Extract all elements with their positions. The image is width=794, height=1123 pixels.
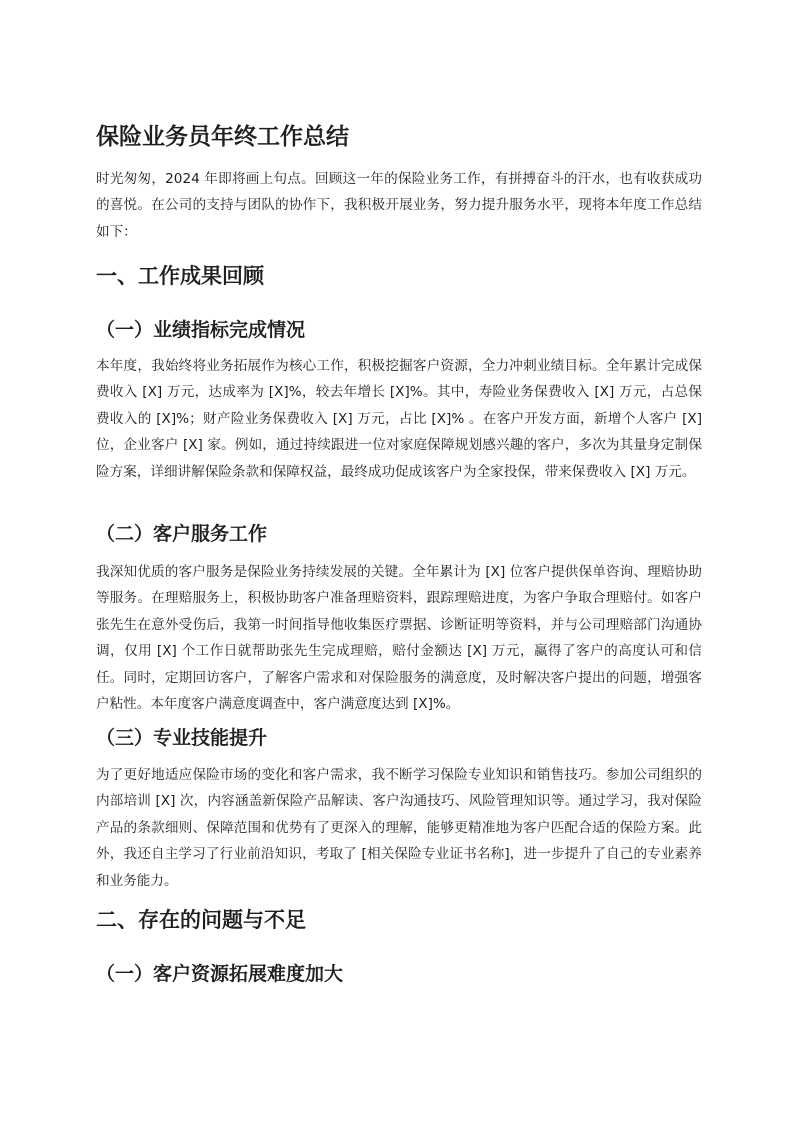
document-title: 保险业务员年终工作总结 <box>96 124 349 150</box>
customer-service-paragraph: 我深知优质的客户服务是保险业务持续发展的关键。全年累计为 [X] 位客户提供保单咨询、理赔协助等服务。在理赔服务上，积极协助客户准备理赔资料，跟踪理赔进度，为客户争取合理赔付。如客户张先生在意外受伤后，我第一时间指导他收集医疗票据、诊断证明等资料，并与公司理赔部门沟通协调，仅用 [X] 个工作日就帮助张先生完成理赔，赔付金额达 [X] 万元，赢得了客户的高度认可和信任。同时，定期回访客户，了解客户需求和对保险服务的满意度，及时解决客户提出的问题，增强客户粘性。本年度客户满意度调查中，客户满意度达到 [X]%。 <box>96 564 702 713</box>
subsection-heading-client-expansion: （一）客户资源拓展难度加大 <box>96 963 344 985</box>
performance-paragraph: 本年度，我始终将业务拓展作为核心工作，积极挖掘客户资源，全力冲刺业绩目标。全年累计完成保费收入 [X] 万元，达成率为 [X]%，较去年增长 [X]%。其中，寿险业务保费收入 [X] 万元，占总保费收入的 [X]%；财产险业务保费收入 [X] 万元，占比 [X]% 。在客户开发方面，新增个人客户 [X] 位，企业客户 [X] 家。例如，通过持续跟进一位对家庭保障规划感兴趣的客户，多次为其量身定制保险方案，详细讲解保险条款和保障权益，最终成功促成该客户为全家投保，带来保费收入 [X] 万元。 <box>96 358 702 480</box>
subsection-heading-skills: （三）专业技能提升 <box>96 727 268 749</box>
skills-paragraph: 为了更好地适应保险市场的变化和客户需求，我不断学习保险专业知识和销售技巧。参加公司组织的内部培训 [X] 次，内容涵盖新保险产品解读、客户沟通技巧、风险管理知识等。通过学习，我对保险产品的条款细则、保障范围和优势有了更深入的理解，能够更精准地为客户匹配合适的保险方案。此外，我还自主学习了行业前沿知识，考取了 [相关保险专业证书名称]，进一步提升了自己的专业素养和业务能力。 <box>96 767 702 889</box>
section-heading-achievements: 一、工作成果回顾 <box>96 264 264 288</box>
subsection-heading-customer-service: （二）客户服务工作 <box>96 523 268 545</box>
subsection-heading-performance: （一）业绩指标完成情况 <box>96 319 306 341</box>
section-heading-problems: 二、存在的问题与不足 <box>96 908 306 932</box>
intro-paragraph: 时光匆匆，2024 年即将画上句点。回顾这一年的保险业务工作，有拼搏奋斗的汗水，也有收获成功的喜悦。在公司的支持与团队的协作下，我积极开展业务，努力提升服务水平，现将本年度工作总结如下： <box>96 171 702 240</box>
